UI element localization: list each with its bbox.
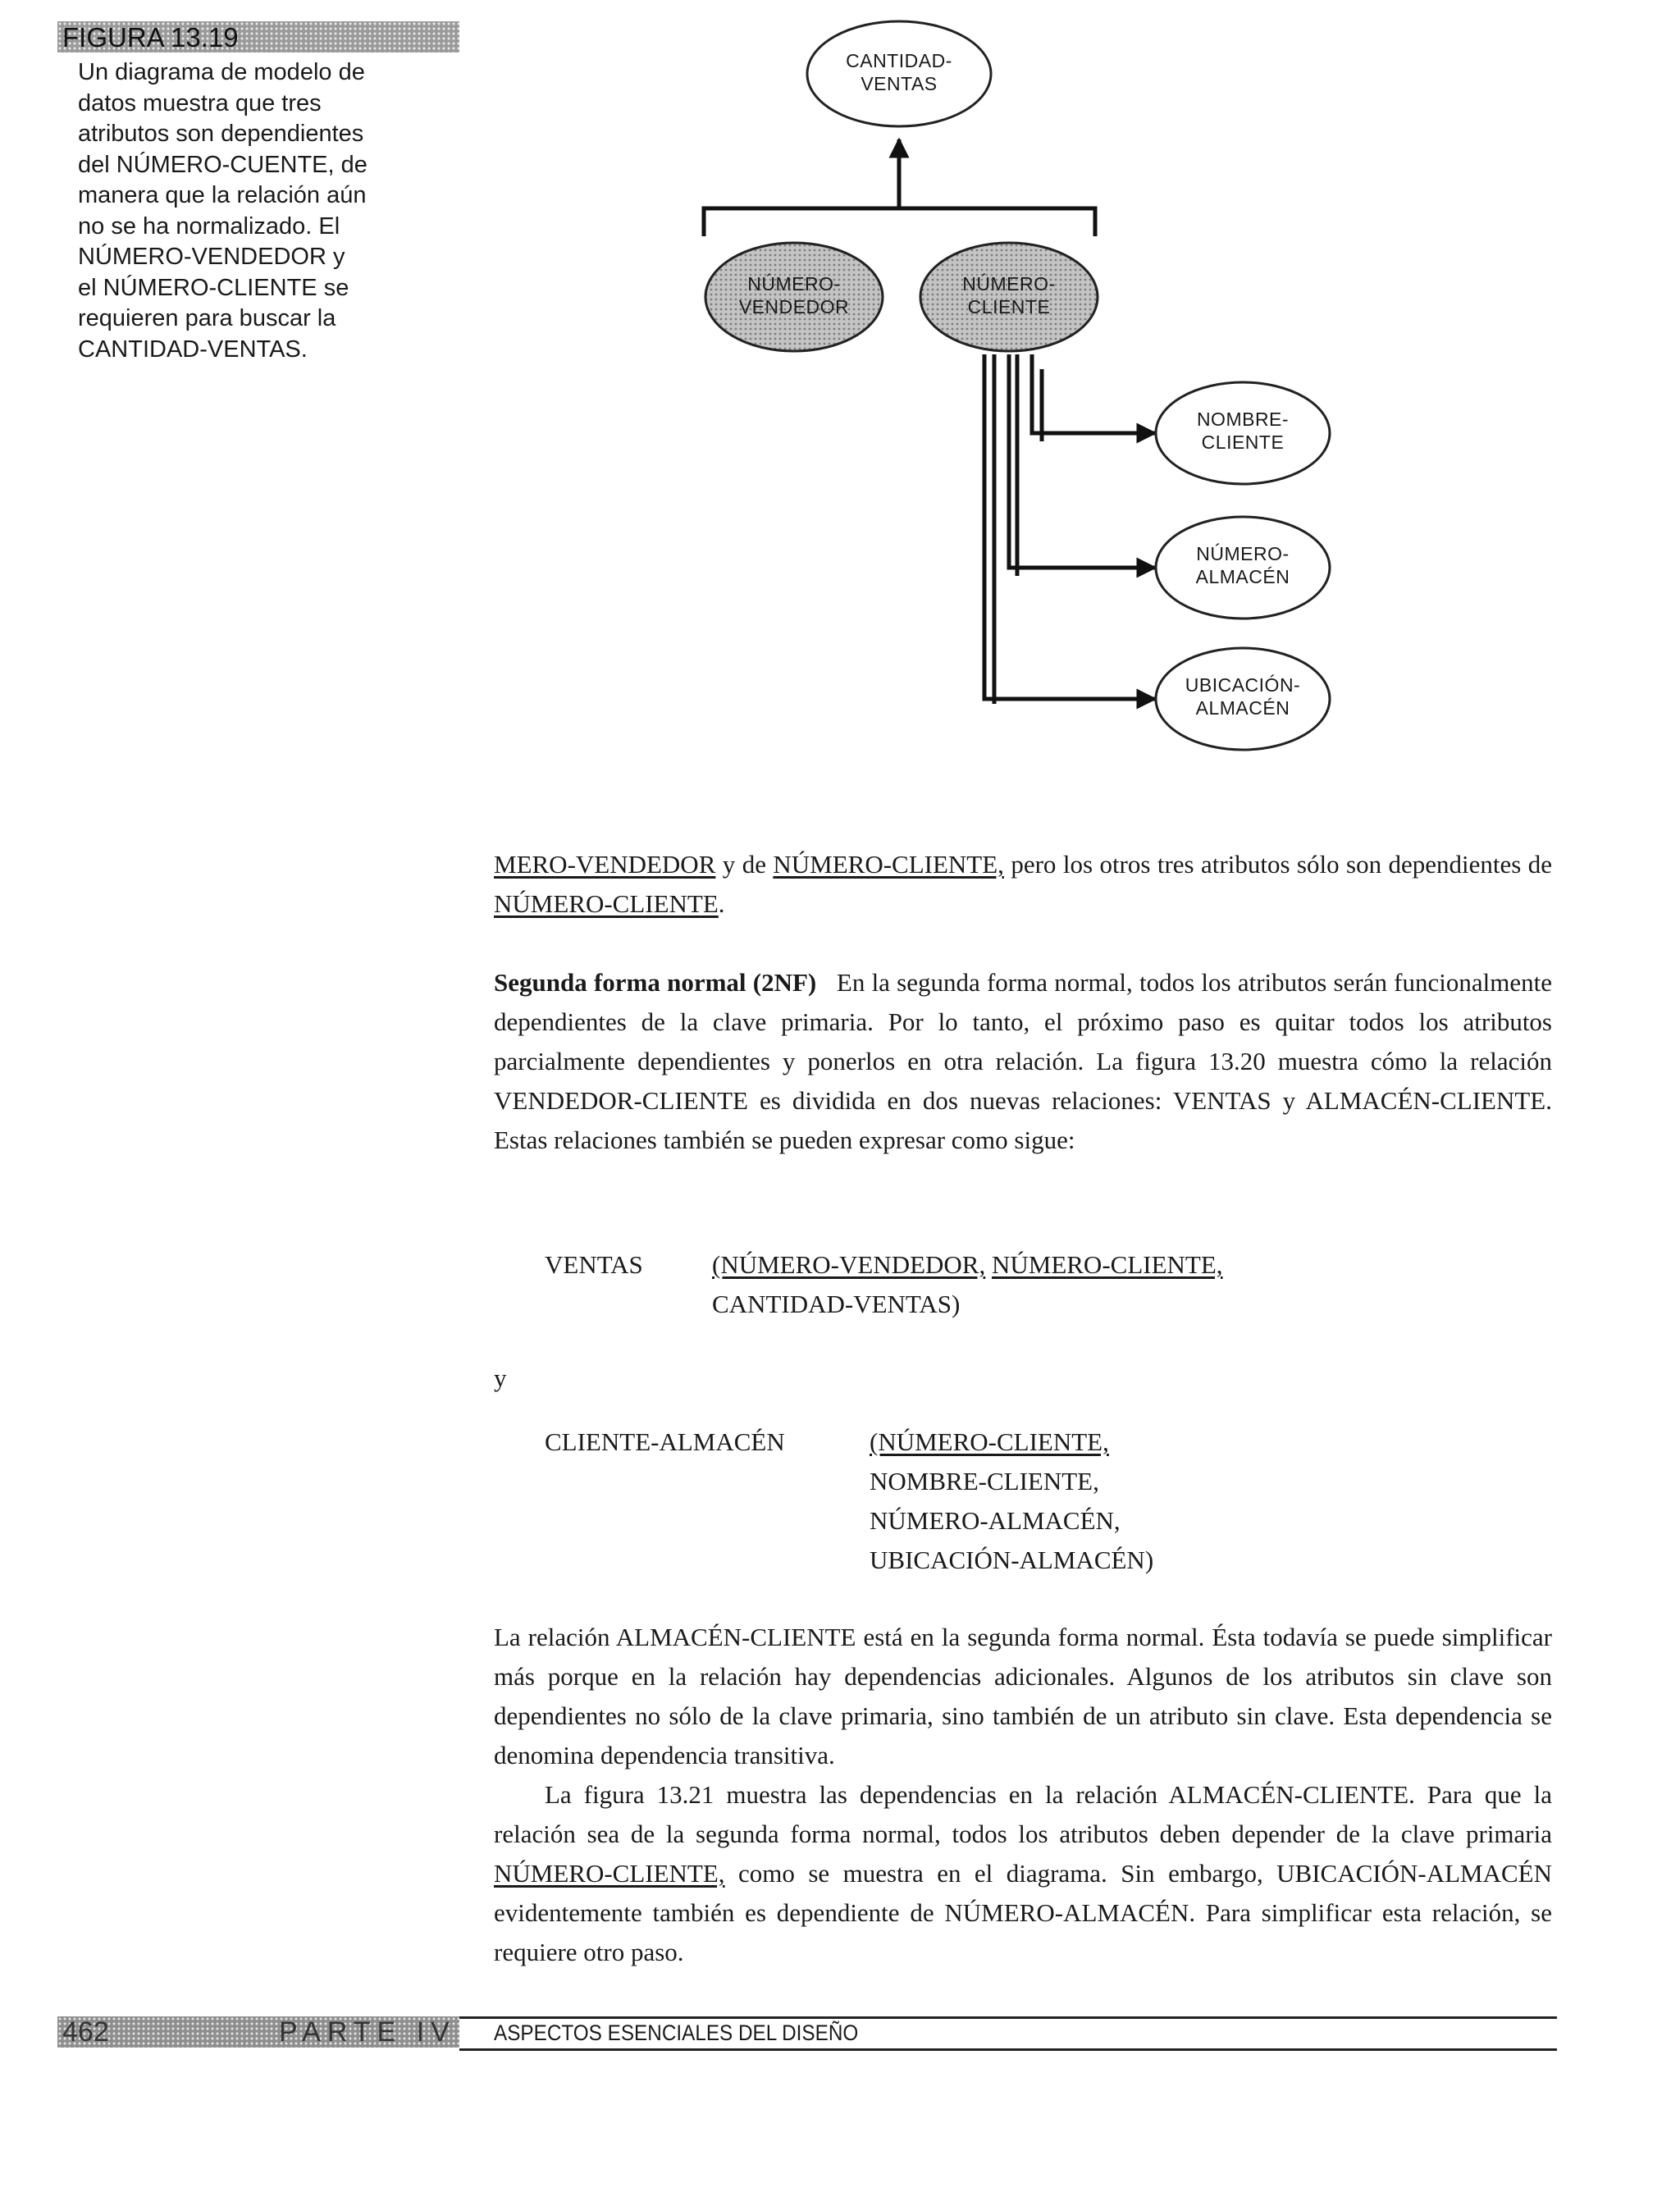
svg-text:VENDEDOR: VENDEDOR — [738, 296, 850, 317]
paragraph-continuation: MERO-VENDEDOR y de NÚMERO-CLIENTE, pero los otros tres atributos sólo son dependientes de NÚMERO-CLIENTE. — [494, 850, 1552, 918]
connector-lines — [704, 139, 1155, 704]
figure-label: FIGURA 13.19 — [62, 22, 239, 53]
footer-rule — [459, 2016, 1557, 2019]
arrow-to-nombre-cliente — [1032, 354, 1155, 433]
underlined-key: NÚMERO-CLIENTE — [494, 889, 719, 918]
svg-text:NOMBRE-: NOMBRE- — [1196, 409, 1290, 430]
underlined-key: NÚMERO-CLIENTE, — [773, 850, 1004, 879]
svg-text:VENTAS: VENTAS — [861, 73, 938, 94]
relation-name: VENTAS — [545, 1250, 643, 1279]
caption-line: Un diagrama de modelo de — [78, 59, 365, 85]
underlined-key: MERO-VENDEDOR — [494, 850, 716, 879]
svg-text:NÚMERO-: NÚMERO- — [1196, 543, 1290, 564]
svg-text:CANTIDAD-: CANTIDAD- — [846, 50, 952, 71]
paragraph-transitive: La relación ALMACÉN-CLIENTE está en la segunda forma normal. Ésta todavía se puede simplificar más porque en la relación hay dependencias adicionales. Algunos de los atributos sin clave son dependientes no sólo de la clave primaria, sino también de un atributo sin clave. Esta dependencia se denomina dependencia transitiva. — [494, 1623, 1552, 1769]
key-attribute-numero-cliente — [920, 243, 1098, 351]
attribute-numero-almacen — [1156, 517, 1330, 619]
attribute-ubicacion-almacen — [1156, 648, 1330, 750]
relation-name: CLIENTE-ALMACÉN — [545, 1427, 785, 1456]
caption-line: manera que la relación aún — [78, 182, 367, 208]
attribute-cantidad-ventas — [807, 21, 991, 126]
figure-caption — [78, 57, 406, 365]
caption-line: del NÚMERO-CUENTE, de — [78, 151, 368, 178]
figure-label-block — [57, 21, 459, 53]
section-heading: Segunda forma normal (2NF) — [494, 968, 817, 997]
caption-line: datos muestra que tres — [78, 89, 322, 116]
attribute-nombre-cliente — [1156, 382, 1330, 484]
dependency-diagram — [689, 16, 1354, 771]
svg-text:CLIENTE: CLIENTE — [967, 296, 1051, 317]
svg-text:ALMACÉN: ALMACÉN — [1195, 566, 1290, 587]
svg-text:UBICACIÓN-: UBICACIÓN- — [1185, 674, 1301, 696]
caption-line: atributos son dependientes — [78, 121, 364, 147]
paragraph-2nf: Segunda forma normal (2NF) En la segunda forma normal, todos los atributos serán funcionalmente dependientes de la clave primaria. Por lo tanto, el próximo paso es quitar todos los atributos parcialmente dependientes y ponerlos en otra relación. La figura 13.20 muestra cómo la relación VENDEDOR-CLIENTE es dividida en dos nuevas relaciones: VENTAS y ALMACÉN-CLIENTE. Estas relaciones también se pueden expresar como sigue: — [494, 968, 1552, 1154]
relation-attributes: (NÚMERO-CLIENTE, NOMBRE-CLIENTE, NÚMERO-ALMACÉN, UBICACIÓN-ALMACÉN) — [870, 1427, 1154, 1574]
svg-text:NÚMERO-: NÚMERO- — [747, 273, 841, 295]
footer-rule — [459, 2048, 1557, 2051]
conjunction: y — [494, 1363, 507, 1392]
svg-text:ALMACÉN: ALMACÉN — [1195, 697, 1290, 719]
relation-attributes: (NÚMERO-VENDEDOR, NÚMERO-CLIENTE, CANTIDAD-VENTAS) — [712, 1250, 1223, 1318]
page-number: 462 — [62, 2016, 109, 2048]
paragraph-figure-13-21: La figura 13.21 muestra las dependencias en la relación ALMACÉN-CLIENTE. Para que la relación sea de la segunda forma normal, todos los atributos deben depender de la clave primaria NÚMERO-CLIENTE, como se muestra en el diagrama. Sin embargo, UBICACIÓN-ALMACÉN evidentemente también es dependiente de NÚMERO-ALMACÉN. Para simplificar esta relación, se requiere otro paso. — [494, 1780, 1552, 1966]
caption-line: no se ha normalizado. El — [78, 212, 340, 240]
svg-text:CLIENTE: CLIENTE — [1201, 431, 1285, 453]
part-label: PARTE IV — [279, 2016, 456, 2048]
running-footer-title: ASPECTOS ESENCIALES DEL DISEÑO — [494, 2021, 859, 2045]
caption-line: NÚMERO-VENDEDOR y — [78, 244, 345, 270]
underlined-key: NÚMERO-CLIENTE, — [494, 1859, 725, 1888]
caption-line: CANTIDAD-VENTAS. — [78, 336, 308, 363]
svg-text:NÚMERO-: NÚMERO- — [962, 273, 1056, 295]
footer-part-block — [57, 2016, 459, 2048]
key-bracket — [704, 208, 1095, 236]
caption-line: el NÚMERO-CLIENTE se — [78, 274, 349, 301]
caption-line: requieren para buscar la — [78, 305, 336, 331]
key-attribute-numero-vendedor — [705, 243, 883, 351]
